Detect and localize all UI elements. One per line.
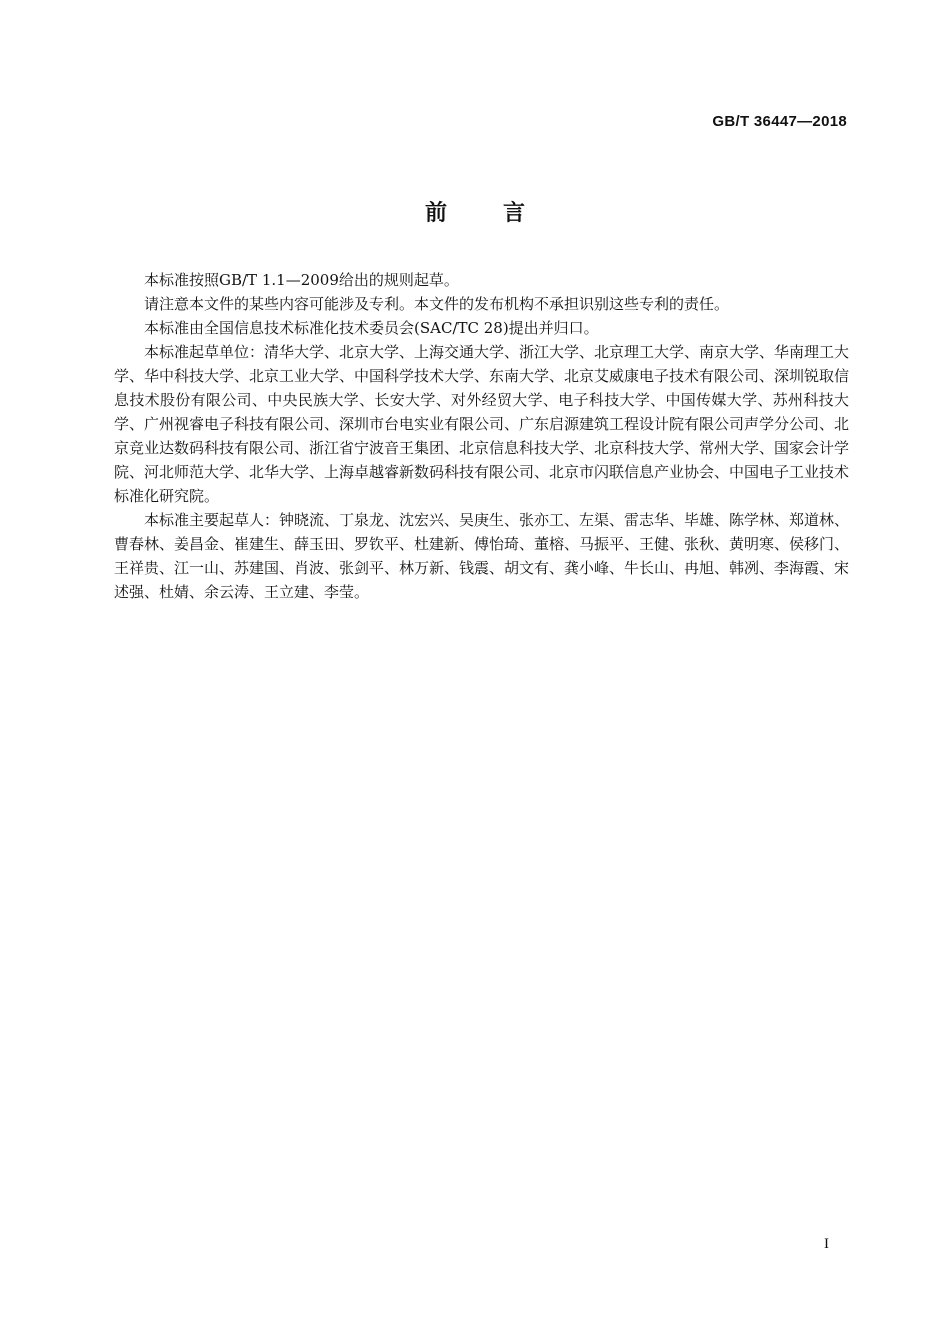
- standard-number: GB/T 36447—2018: [712, 113, 847, 130]
- page-number: I: [824, 1236, 829, 1252]
- page-title: 前言: [424, 201, 581, 226]
- foreword-body: [114, 268, 849, 604]
- paragraph-patent-notice: 请注意本文件的某些内容可能涉及专利。本文件的发布机构不承担识别这些专利的责任。: [144, 295, 730, 313]
- paragraph-drafting-rules: 本标准按照GB/T 1.1—2009给出的规则起草。: [144, 271, 459, 289]
- paragraph-proposer: 本标准由全国信息技术标准化技术委员会(SAC/TC 28)提出并归口。: [144, 319, 599, 337]
- paragraph-drafting-units: 本标准起草单位：清华大学、北京大学、上海交通大学、浙江大学、北京理工大学、南京大学、华南理工大学、华中科技大学、北京工业大学、中国科学技术大学、东南大学、北京艾威康电子技术有限公司、深圳锐取信息技术股份有限公司、中央民族大学、长安大学、对外经贸大学、电子科技大学、中国传媒大学、苏州科技大学、广州视睿电子科技有限公司、深圳市台电实业有限公司、广东启源建筑工程设计院有限公司声学分公司、北京竞业达数码科技有限公司、浙江省宁波音王集团、北京信息科技大学、北京科技大学、常州大学、国家会计学院、河北师范大学、北华大学、上海卓越睿新数码科技有限公司、北京市闪联信息产业协会、中国电子工业技术标准化研究院。: [114, 343, 850, 505]
- paragraph-main-drafters: 本标准主要起草人：钟晓流、丁泉龙、沈宏兴、吴庚生、张亦工、左渠、雷志华、毕雄、陈学林、郑道林、曹春林、姜昌金、崔建生、薛玉田、罗钦平、杜建新、傅怡琦、董榕、马振平、王健、张秋、黄明寒、侯移门、王祥贵、江一山、苏建国、肖波、张剑平、林万新、钱震、胡文有、龚小峰、牛长山、冉旭、韩冽、李海霞、宋述强、杜婧、余云涛、王立建、李莹。: [114, 511, 850, 601]
